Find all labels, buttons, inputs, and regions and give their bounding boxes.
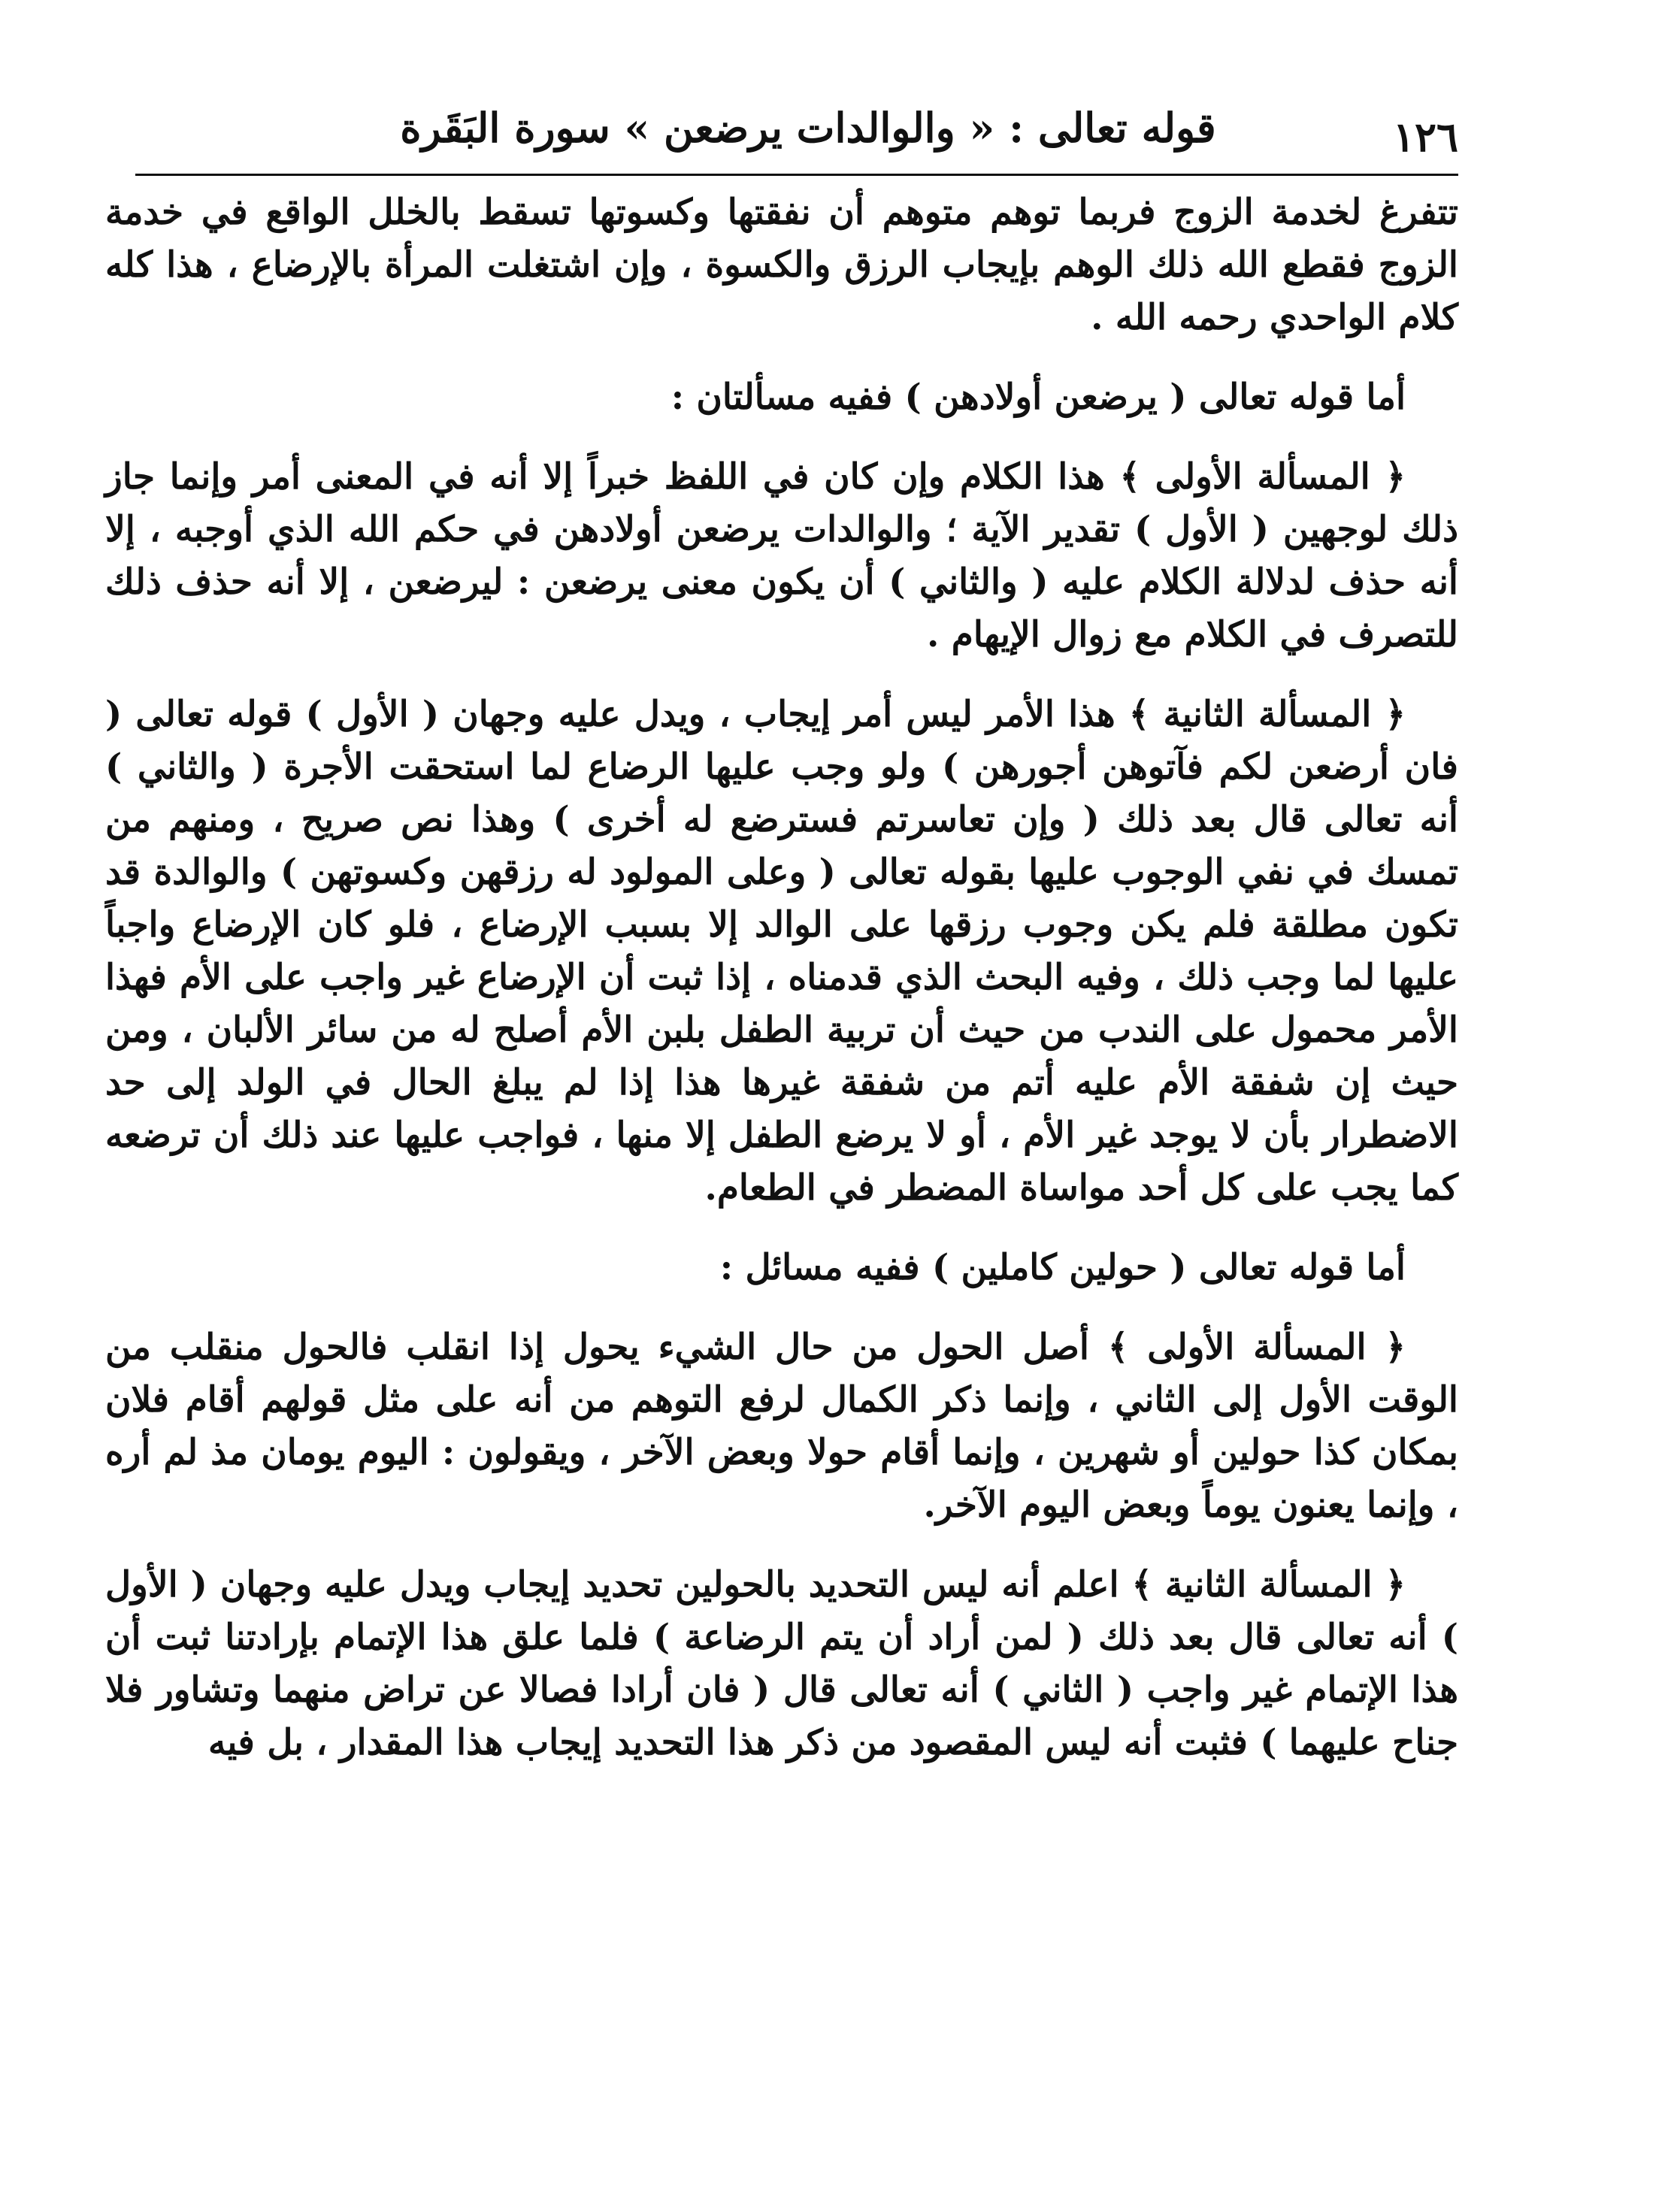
paragraph-question-4 [105,1559,1458,1769]
paragraph-question-1 [105,451,1458,661]
running-title: قوله تعالى : « والوالدات يرضعن » سورة البَقَرة [400,104,1216,152]
paragraph-section-intro-2 [105,1242,1458,1294]
paragraph-continuation [105,186,1458,344]
question-label: ﴿ المسألة الثانية ﴾ [1131,1564,1406,1605]
paragraph-question-3 [105,1321,1458,1532]
paragraph-text: أما قوله تعالى ( يرضعن أولادهن ) ففيه مسألتان : [671,377,1406,418]
page-header [135,90,1458,173]
question-label: ﴿ المسألة الثانية ﴾ [1128,694,1406,735]
paragraph-text: أما قوله تعالى ( حولين كاملين ) ففيه مسائل : [719,1247,1406,1288]
paragraph-text: اعلم أنه ليس التحديد بالحولين تحديد إيجاب ويدل عليه وجهان ( الأول ) أنه تعالى قال بعد ذلك ( لمن أراد أن يتم الرضاعة ) فلما علق هذا الإتمام بإرادتنا ثبت أن هذا الإتمام غير واجب ( الثاني ) أنه تعالى قال ( فان أرادا فصالا عن تراض منهما وتشاور فلا جناح عليهما ) فثبت أنه ليس المقصود من ذكر هذا التحديد إيجاب هذا المقدار ، بل فيه [105,1564,1458,1763]
paragraph-section-intro-1 [105,371,1458,424]
question-label: ﴿ المسألة الأولى ﴾ [1119,456,1406,498]
page-body [105,186,1458,1796]
page-number: ١٢٦ [1392,113,1458,161]
paragraph-text: أصل الحول من حال الشيء يحول إذا انقلب فالحول منقلب من الوقت الأول إلى الثاني ، وإنما ذكر الكمال لرفع التوهم من أنه على مثل قولهم أقام فلان بمكان كذا حولين أو شهرين ، وإنما أقام حولا وبعض الآخر ، ويقولون : اليوم يومان مذ لم أره ، وإنما يعنون يوماً وبعض اليوم الآخر. [105,1327,1458,1526]
paragraph-question-2 [105,688,1458,1215]
header-divider [135,174,1458,176]
question-label: ﴿ المسألة الأولى ﴾ [1107,1327,1406,1368]
paragraph-text: هذا الكلام وإن كان في اللفظ خبراً إلا أنه في المعنى أمر وإنما جاز ذلك لوجهين ( الأول ) تقدير الآية ؛ والوالدات يرضعن أولادهن في حكم الله الذي أوجبه ، إلا أنه حذف لدلالة الكلام عليه ( والثاني ) أن يكون معنى يرضعن : ليرضعن ، إلا أنه حذف ذلك للتصرف في الكلام مع زوال الإيهام . [105,456,1458,655]
paragraph-text: هذا الأمر ليس أمر إيجاب ، ويدل عليه وجهان ( الأول ) قوله تعالى ( فان أرضعن لكم فآتوهن أجورهن ) ولو وجب عليها الرضاع لما استحقت الأجرة ( والثاني ) أنه تعالى قال بعد ذلك ( وإن تعاسرتم فسترضع له أخرى ) وهذا نص صريح ، ومنهم من تمسك في نفي الوجوب عليها بقوله تعالى ( وعلى المولود له رزقهن وكسوتهن ) والوالدة قد تكون مطلقة فلم يكن وجوب رزقها على الوالد إلا بسبب الإرضاع ، فلو كان الإرضاع واجباً عليها لما وجب ذلك ، وفيه البحث الذي قدمناه ، إذا ثبت أن الإرضاع غير واجب على الأم فهذا الأمر محمول على الندب من حيث أن تربية الطفل بلبن الأم أصلح له من سائر الألبان ، ومن حيث إن شفقة الأم عليه أتم من شفقة غيرها هذا إذا لم يبلغ الحال في الولد إلى حد الاضطرار بأن لا يوجد غير الأم ، أو لا يرضع الطفل إلا منها ، فواجب عليها عند ذلك أن ترضعه كما يجب على كل أحد مواساة المضطر في الطعام. [105,694,1458,1209]
paragraph-text: تتفرغ لخدمة الزوج فربما توهم متوهم أن نفقتها وكسوتها تسقط بالخلل الواقع في خدمة الزوج فقطع الله ذلك الوهم بإيجاب الرزق والكسوة ، وإن اشتغلت المرأة بالإرضاع ، هذا كله كلام الواحدي رحمه الله . [105,192,1458,338]
